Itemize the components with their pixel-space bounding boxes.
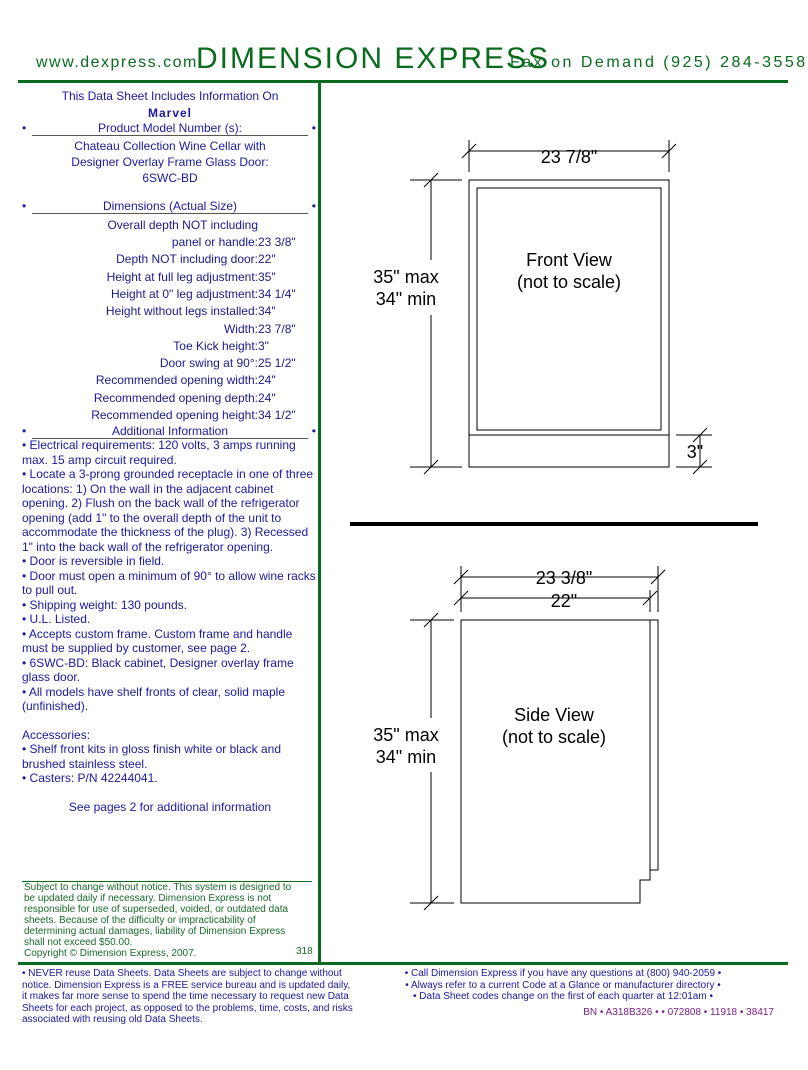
- dimension-label: Height without legs installed:: [105, 304, 258, 319]
- side-height-max: 35" max: [373, 725, 439, 745]
- dimension-label: Height at 0" leg adjustment:: [110, 286, 258, 301]
- dimension-label: Height at full leg adjustment:: [106, 269, 258, 284]
- side-cabinet-outline: [461, 620, 650, 903]
- side-height-min: 34" min: [375, 747, 437, 767]
- side-depth-overall-label: 23 3/8": [535, 568, 593, 588]
- front-view-title: Front View: [526, 250, 612, 270]
- copyright: Copyright © Dimension Express, 2007.: [24, 948, 197, 959]
- additional-heading: • Additional Information •: [22, 424, 316, 438]
- footer-right: [390, 968, 736, 1003]
- side-depth-no-door-label: 22": [550, 591, 578, 611]
- info-item: • Door must open a minimum of 90° to allow wine racks to pull out.: [22, 568, 316, 597]
- dimension-label: Recommended opening height:: [91, 408, 258, 422]
- product-line-2: Designer Overlay Frame Glass Door:: [71, 155, 269, 169]
- product-model-heading: • Product Model Number (s): •: [22, 121, 316, 135]
- datasheet-code: BN • A318B326 • • 072808 • 11918 • 38417: [583, 1007, 774, 1018]
- front-height-max: 35" max: [373, 267, 439, 287]
- dimension-value: 23 3/8": [258, 235, 296, 249]
- front-height-min: 34" min: [375, 289, 437, 309]
- footer-left-line: it makes far more sense to spend the time necessary to request new Data: [22, 991, 349, 1002]
- footer-rule: [18, 962, 788, 965]
- dimensions-heading: • Dimensions (Actual Size) •: [22, 199, 316, 213]
- info-item: • All models have shelf fronts of clear, solid maple (unfinished).: [22, 684, 285, 713]
- front-door-outline: [477, 188, 661, 430]
- disclaimer-text: Subject to change without notice. This system is designed to be updated daily if necessary. Dimension Express is not responsible for use of superseded, voided, or outdated data sheets. Because of the difficulty or impracticability of determining actual damages, liability of Dimension Express shall not exceed $50.00.: [24, 882, 292, 948]
- dimension-value: 24": [258, 390, 276, 405]
- brand-name: Marvel: [147, 106, 193, 120]
- footer-right-line: • Data Sheet codes change on the first of each quarter at 12:01am •: [413, 991, 713, 1002]
- dimension-value: 34 1/2": [258, 408, 296, 422]
- product-model: 6SWC-BD: [142, 171, 198, 185]
- dimension-value: 24": [258, 373, 276, 388]
- dimension-value: 23 7/8": [258, 321, 296, 336]
- dimension-value: 34 1/4": [258, 286, 296, 301]
- product-line-1: Chateau Collection Wine Cellar with: [74, 139, 266, 153]
- dimension-label: Recommended opening depth:: [93, 390, 258, 405]
- footer-left-line: • NEVER reuse Data Sheets. Data Sheets are subject to change without: [22, 968, 342, 979]
- side-door-outline: [650, 620, 658, 870]
- footer-left-line: notice. Dimension Express is a FREE service bureau and is updated daily,: [22, 979, 351, 991]
- dimension-value: 35": [258, 269, 276, 284]
- intro-line: This Data Sheet Includes Information On: [61, 89, 279, 103]
- dimension-label: Recommended opening width:: [95, 373, 258, 388]
- accessories-title: Accessories:: [22, 727, 91, 742]
- dimension-value: 22": [258, 252, 276, 267]
- dimension-value: 25 1/2": [258, 356, 296, 371]
- info-item: • Door is reversible in field.: [22, 554, 165, 568]
- dimension-value: 3": [258, 338, 269, 353]
- info-item: • Electrical requirements: 120 volts, 3 amps running max. 15 amp circuit required.: [22, 438, 296, 467]
- footer-left: [22, 968, 382, 1026]
- footer-left-line: associated with reusing old Data Sheets.: [22, 1014, 203, 1025]
- header-fax: Fax on Demand (925) 284-3558: [510, 54, 808, 71]
- header-url: www.dexpress.com: [36, 54, 198, 71]
- footer-right-line: • Call Dimension Express if you have any questions at (800) 940-2059 •: [404, 968, 722, 979]
- side-view-title: Side View: [514, 705, 594, 725]
- see-pages-note: See pages 2 for additional information: [68, 799, 272, 814]
- footer-right-line: • Always refer to a current Code at a Glance or manufacturer directory •: [405, 979, 721, 991]
- info-item: • Locate a 3-prong grounded receptacle in one of three locations: 1) On the wall in the adjacent cabinet opening. 2) Flush on the back wall of the refrigerator opening (add 1" to the overall depth of the unit to accommodate the thickness of the plug). 3) Recessed 1" into the back wall of the refrigerator opening.: [22, 467, 314, 554]
- sheet-number: 318: [296, 946, 313, 957]
- front-view-subtitle: (not to scale): [516, 272, 622, 292]
- side-view-subtitle: (not to scale): [501, 727, 607, 747]
- footer-left-line: Sheets for each project, as opposed to the problems, time, costs, and risks: [22, 1002, 353, 1014]
- info-item: • U.L. Listed.: [22, 612, 91, 626]
- front-width-label: 23 7/8": [540, 147, 598, 167]
- info-item: • 6SWC-BD: Black cabinet, Designer overlay frame glass door.: [22, 655, 294, 684]
- info-item: • Accepts custom frame. Custom frame and handle must be supplied by customer, see page 2.: [22, 626, 293, 655]
- toe-kick-label: 3": [686, 442, 704, 462]
- dimension-label: Door swing at 90°:: [159, 356, 258, 371]
- dimension-label: Width:: [223, 321, 258, 336]
- dimension-label: panel or handle:: [171, 235, 258, 249]
- info-item: • Shipping weight: 130 pounds.: [22, 597, 187, 612]
- dimension-row: Overall depth NOT including: [107, 218, 258, 232]
- accessory-item: • Shelf front kits in gloss finish white or black and brushed stainless steel.: [22, 742, 281, 771]
- dimension-label: Depth NOT including door:: [116, 252, 258, 267]
- front-cabinet-outline: [469, 180, 669, 467]
- accessory-item: • Casters: P/N 42244041.: [22, 771, 158, 785]
- header-brand: DIMENSION EXPRESS: [196, 42, 551, 75]
- dimension-label: Toe Kick height:: [173, 338, 258, 353]
- dimension-value: 34": [258, 304, 276, 319]
